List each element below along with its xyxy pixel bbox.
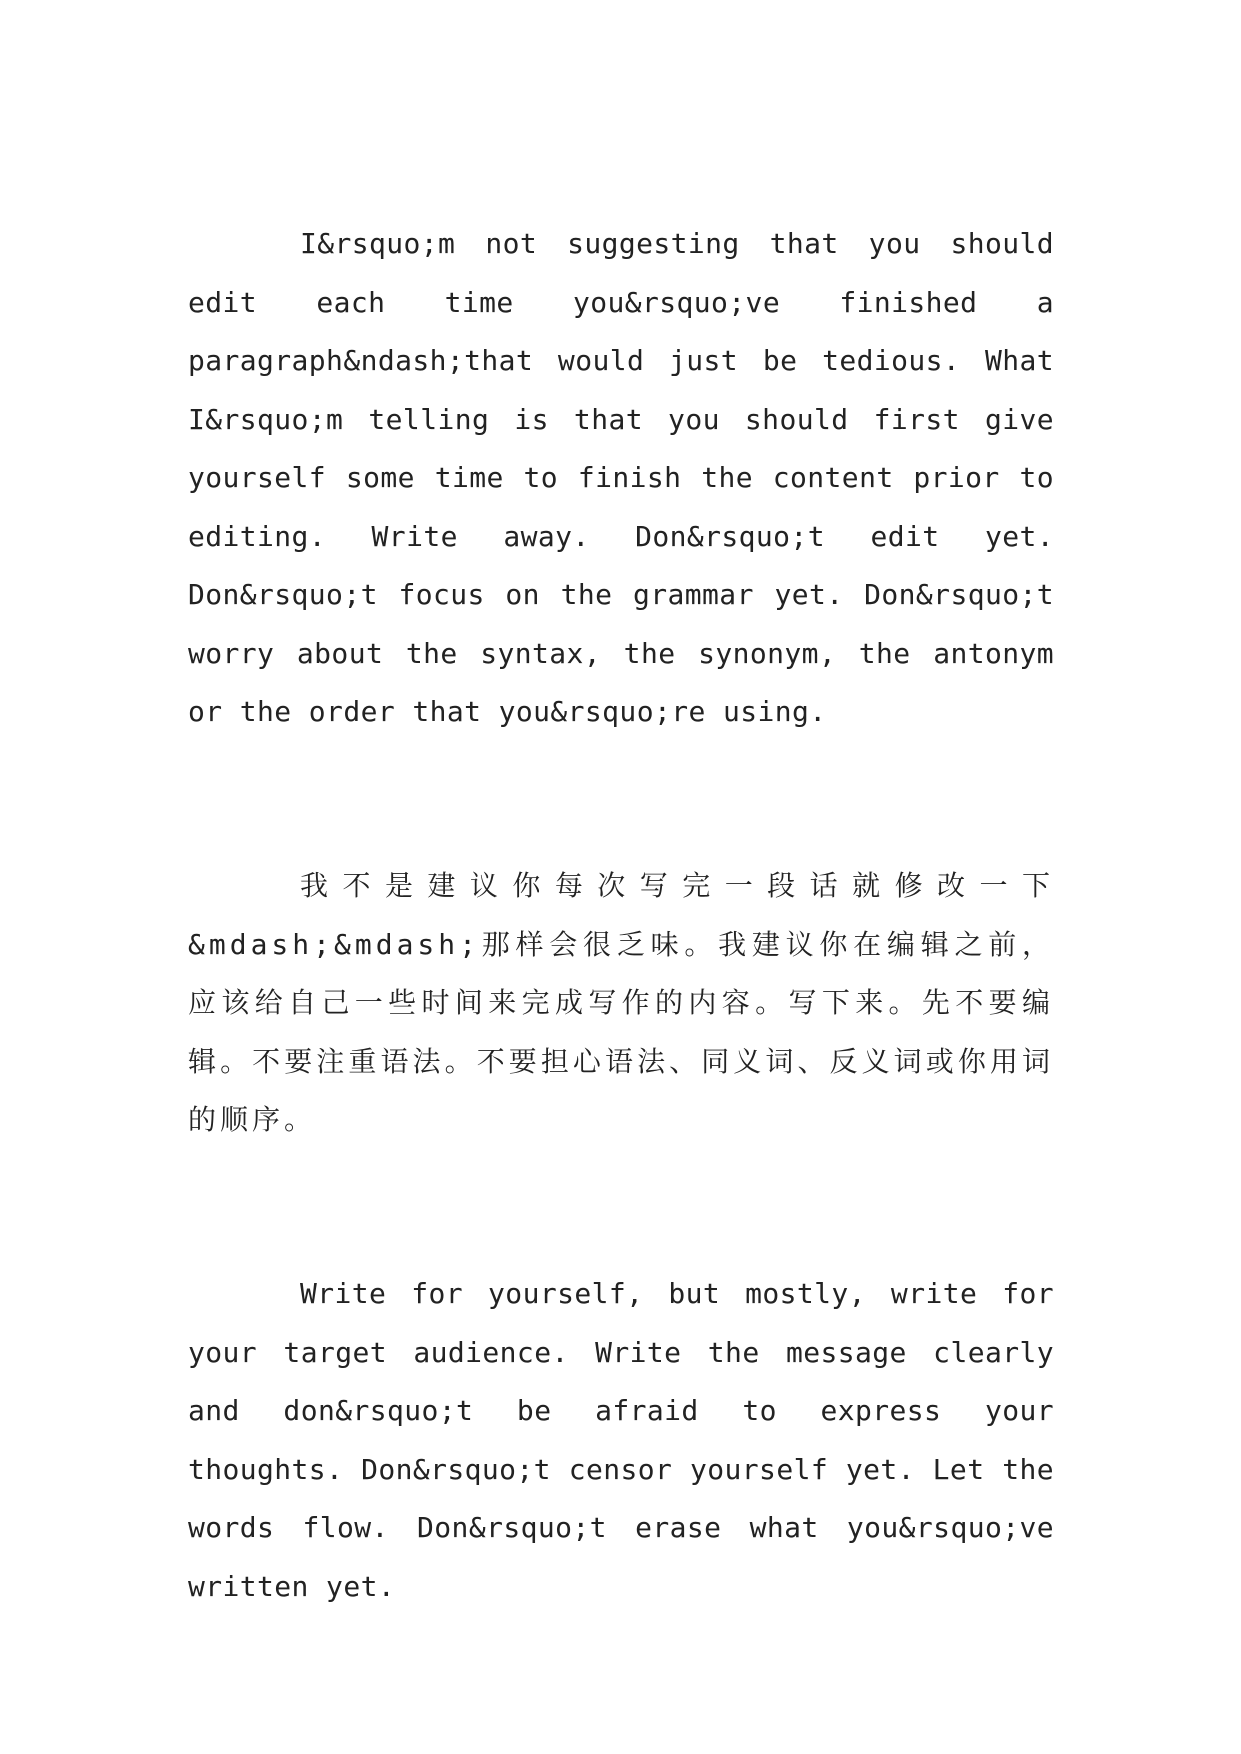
paragraph-english-editing: I&rsquo;m not suggesting that you should edit each time you&rsquo;ve finished a paragraph&ndash;that would just be tedious. What I&rsquo;m telling is that you should first give yourself some time to finish the content prior to editing. Write away. Don&rsquo;t edit yet. Don&rsquo;t focus on the grammar yet. Don&rsquo;t worry about the syntax, the synonym, the antonym or the order that you&rsquo;re using. bbox=[188, 227, 1054, 728]
paragraph-english-audience: Write for yourself, but mostly, write for your target audience. Write the message clearly and don&rsquo;t be afraid to express your thoughts. Don&rsquo;t censor yourself yet. Let the words flow. Don&rsquo;t erase what you&rsquo;ve written yet. bbox=[188, 1277, 1054, 1603]
paragraph-chinese-translation: 我不是建议你每次写完一段话就修改一下&mdash;&mdash;那样会很乏味。我建议你在编辑之前，应该给自己一些时间来完成写作的内容。写下来。先不要编辑。不要注重语法。不要担心语法、同义词、反义词或你用词的顺序。 bbox=[188, 869, 1054, 1136]
